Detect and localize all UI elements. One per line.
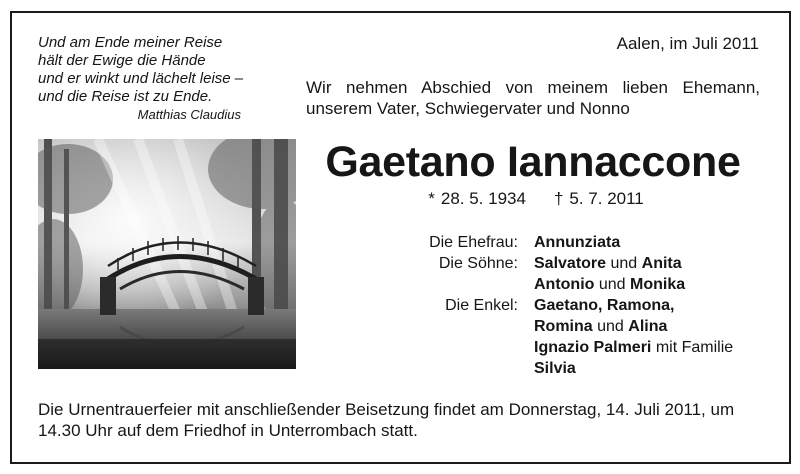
intro-text xyxy=(306,77,760,119)
misty-bridge-image xyxy=(38,139,296,369)
son-partner-name: Monika xyxy=(630,276,686,293)
family-row-sons-2 xyxy=(380,274,733,295)
place-date: Aalen, im Juli 2011 xyxy=(616,34,759,53)
poem xyxy=(38,34,243,124)
family-row-grandchildren-3 xyxy=(380,337,733,358)
intro-line-2: unserem Vater, Schwiegervater und Nonno xyxy=(306,99,630,118)
bridge-photo xyxy=(38,139,296,369)
son-partner-name: Anita xyxy=(641,255,682,272)
sons-label: Die Söhne: xyxy=(438,255,518,272)
family-row-grandchildren xyxy=(380,295,733,316)
death-date: 5. 7. 2011 xyxy=(569,189,644,208)
family-row-grandchildren-4 xyxy=(380,358,733,379)
son-name: Antonio xyxy=(534,276,595,293)
conjunction: und xyxy=(597,318,624,335)
deceased-name: Gaetano Iannaccone xyxy=(325,138,741,186)
poem-line-2: hält der Ewige die Hände xyxy=(38,52,206,69)
family-list xyxy=(380,232,733,379)
life-dates xyxy=(306,189,760,209)
family-row-wife xyxy=(380,232,733,253)
grandchildren-names: Gaetano, Ramona, xyxy=(534,297,675,314)
grandchildren-label: Die Enkel: xyxy=(445,297,518,314)
grandchild-name: Alina xyxy=(628,318,668,335)
birth-date: 28. 5. 1934 xyxy=(440,189,526,208)
wife-label: Die Ehefrau: xyxy=(429,234,518,251)
ceremony-line-2: 14.30 Uhr auf dem Friedhof in Unterrombach statt. xyxy=(38,421,418,440)
ceremony-info xyxy=(38,399,768,441)
ceremony-line-1: Die Urnentrauerfeier mit anschließender Beisetzung findet am Donnerstag, 14. Juli 2011, um xyxy=(38,400,735,419)
death-cross-icon: † xyxy=(553,189,564,208)
poem-line-1: Und am Ende meiner Reise xyxy=(38,34,223,51)
wife-name: Annunziata xyxy=(534,234,621,251)
family-note: mit Familie xyxy=(655,339,734,356)
grandchild-name: Ignazio Palmeri xyxy=(534,339,652,356)
grandchild-name: Romina xyxy=(534,318,593,335)
poem-author: Matthias Claudius xyxy=(137,107,241,122)
son-name: Salvatore xyxy=(534,255,607,272)
intro-line-1: Wir nehmen Abschied von meinem lieben Ehemann, xyxy=(306,78,760,97)
poem-line-4: und die Reise ist zu Ende. xyxy=(38,88,213,105)
family-row-sons xyxy=(380,253,733,274)
conjunction: und xyxy=(610,255,638,272)
grandchild-name: Silvia xyxy=(534,360,576,377)
family-row-grandchildren-2 xyxy=(380,316,733,337)
conjunction: und xyxy=(598,276,626,293)
birth-symbol: * xyxy=(428,189,435,208)
poem-line-3: und er winkt und lächelt leise – xyxy=(38,70,244,87)
